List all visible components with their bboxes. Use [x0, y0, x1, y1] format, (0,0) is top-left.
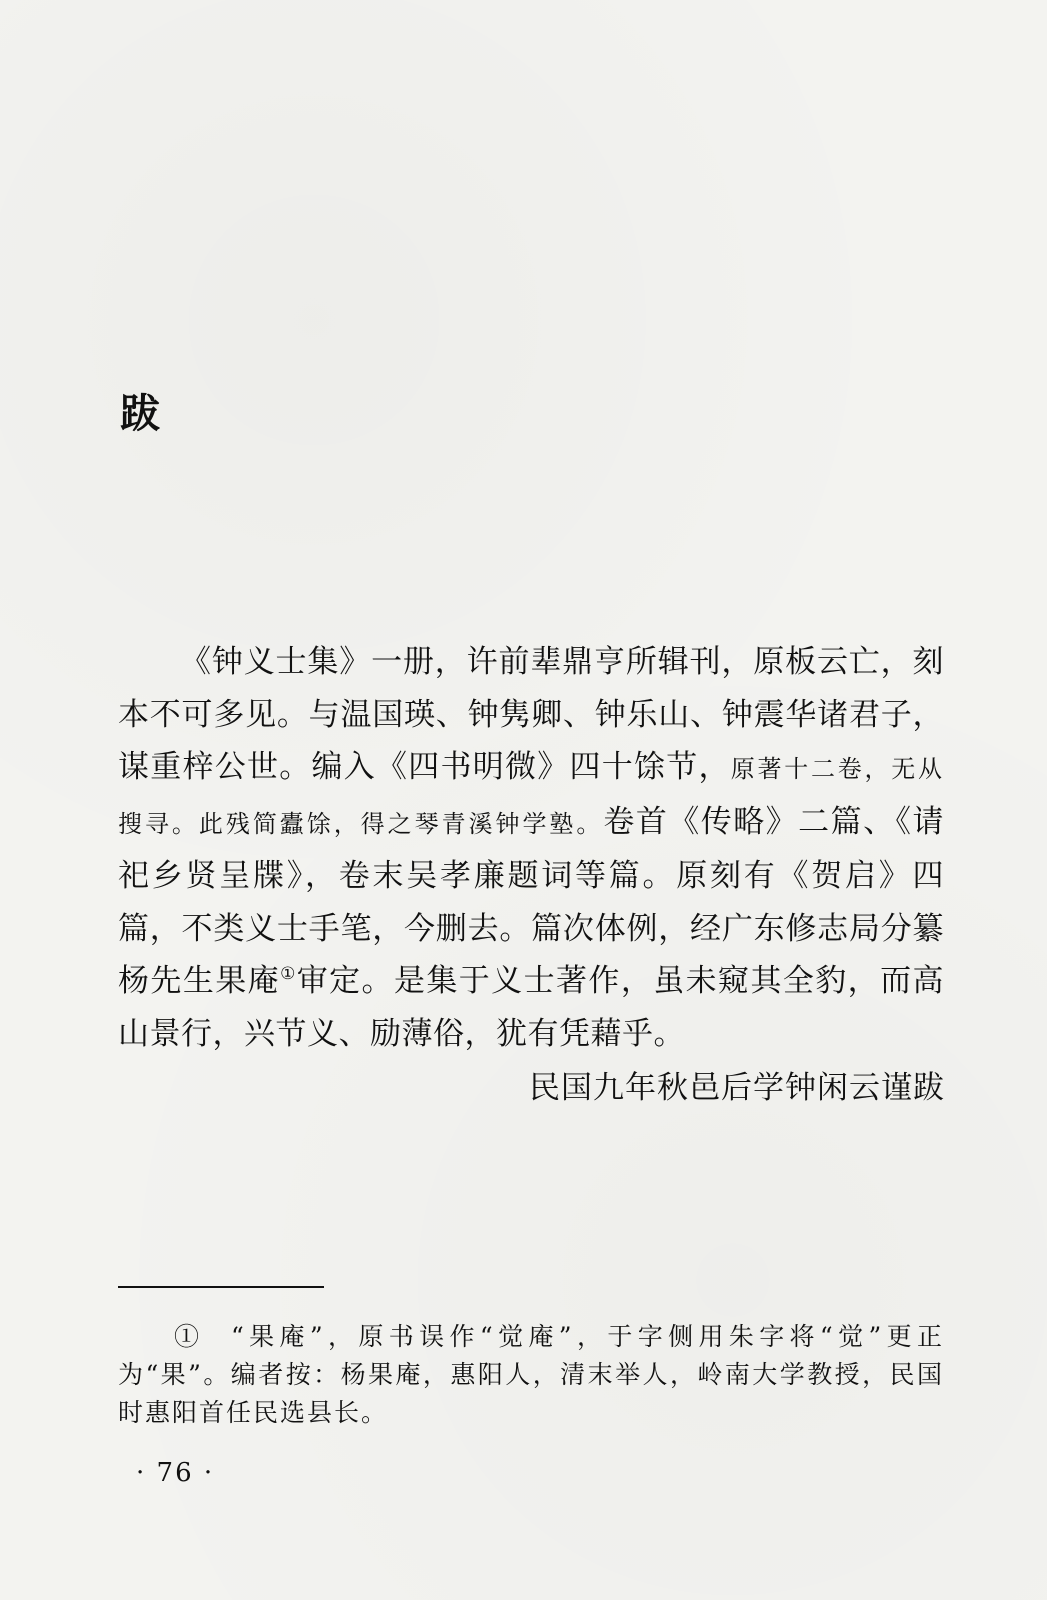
signature-line: 民国九年秋邑后学钟闲云谨跋: [529, 1070, 945, 1106]
body-text-part1: 《钟义士集》一册，许前辈鼎亨所辑刊，原板云亡，刻本不可多见。与温国瑛、钟隽卿、钟乐山、钟震华诸君子，谋重梓公世。编入《四书明微》四十馀节，: [118, 644, 944, 785]
page-number: · 76 ·: [136, 1458, 215, 1488]
body-paragraph: [118, 636, 944, 1060]
body-text-part2: 卷首《传略》二篇、《请祀乡贤呈牒》，卷末吴孝廉题词等篇。原刻有《贺启》四篇，不类义士手笔，今删去。篇次体例，经广东修志局分纂杨先生果庵: [118, 803, 945, 999]
body-text-part3: 审定。是集于义士著作，虽未窥其全豹，而高山景行，兴节义、励薄俗，犹有凭藉乎。: [118, 963, 945, 1052]
footnote-reference[interactable]: ①: [280, 964, 297, 984]
body-inline-note: 原著十二卷，无从搜寻。此残简蠹馀，得之琴青溪钟学塾。: [118, 755, 944, 838]
footnote-divider: [118, 1286, 324, 1288]
page-title: 跋: [120, 390, 160, 437]
footnote-marker: ①: [174, 1322, 205, 1351]
footnote: [118, 1318, 944, 1432]
footnote-text: “果庵”，原书误作“觉庵”，于字侧用朱字将“觉”更正为“果”。编者按：杨果庵，惠阳人，清末举人，岭南大学教授，民国时惠阳首任民选县长。: [118, 1322, 944, 1427]
